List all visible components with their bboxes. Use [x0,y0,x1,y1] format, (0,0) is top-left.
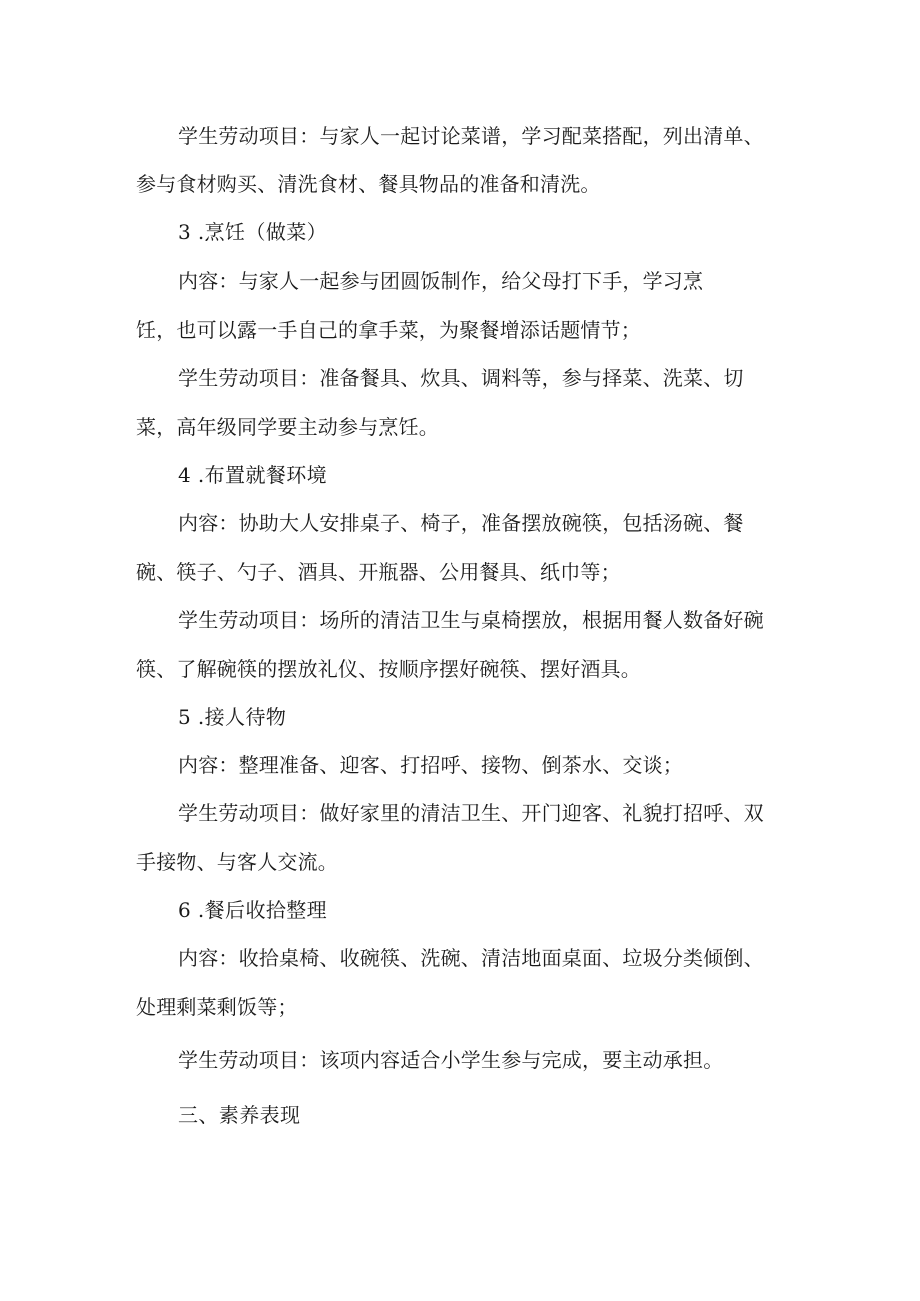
paragraph-line: 内容：整理准备、迎客、打招呼、接物、倒茶水、交谈； [178,753,683,777]
paragraph-line: 饪，也可以露一手自己的拿手菜，为聚餐增添话题情节； [136,318,641,342]
paragraph-line: 筷、了解碗筷的摆放礼仪、按顺序摆好碗筷、摆好酒具。 [136,657,641,681]
paragraph-line: 学生劳动项目：该项内容适合小学生参与完成，要主动承担。 [178,1048,724,1072]
section-heading-dining-setup: 4 .布置就餐环境 [178,463,328,487]
paragraph-line: 处理剩菜剩饭等； [136,995,298,1019]
paragraph-line: 学生劳动项目：与家人一起讨论菜谱，学习配菜搭配，列出清单、 [178,124,764,148]
section-heading-cooking: 3 .烹饪（做菜） [178,220,328,244]
paragraph-line: 学生劳动项目：场所的清洁卫生与桌椅摆放，根据用餐人数备好碗 [178,608,764,632]
paragraph-line: 内容：协助大人安排桌子、椅子，准备摆放碗筷，包括汤碗、餐 [178,511,744,535]
paragraph-line: 内容：收拾桌椅、收碗筷、洗碗、清洁地面桌面、垃圾分类倾倒、 [178,946,764,970]
paragraph-line: 参与食材购买、清洗食材、餐具物品的准备和清洗。 [136,172,601,196]
section-heading-cleanup: 6 .餐后收拾整理 [178,898,328,922]
paragraph-line: 内容：与家人一起参与团圆饭制作，给父母打下手，学习烹 [178,269,704,293]
paragraph-line: 碗、筷子、勺子、酒具、开瓶器、公用餐具、纸巾等； [136,560,621,584]
section-heading-hosting: 5 .接人待物 [178,705,287,729]
paragraph-line: 学生劳动项目：做好家里的清洁卫生、开门迎客、礼貌打招呼、双 [178,801,764,825]
paragraph-line: 学生劳动项目：准备餐具、炊具、调料等，参与择菜、洗菜、切 [178,366,744,390]
paragraph-line: 菜，高年级同学要主动参与烹饪。 [136,415,439,439]
section-heading-literacy: 三、素养表现 [178,1103,301,1127]
paragraph-line: 手接物、与客人交流。 [136,850,338,874]
